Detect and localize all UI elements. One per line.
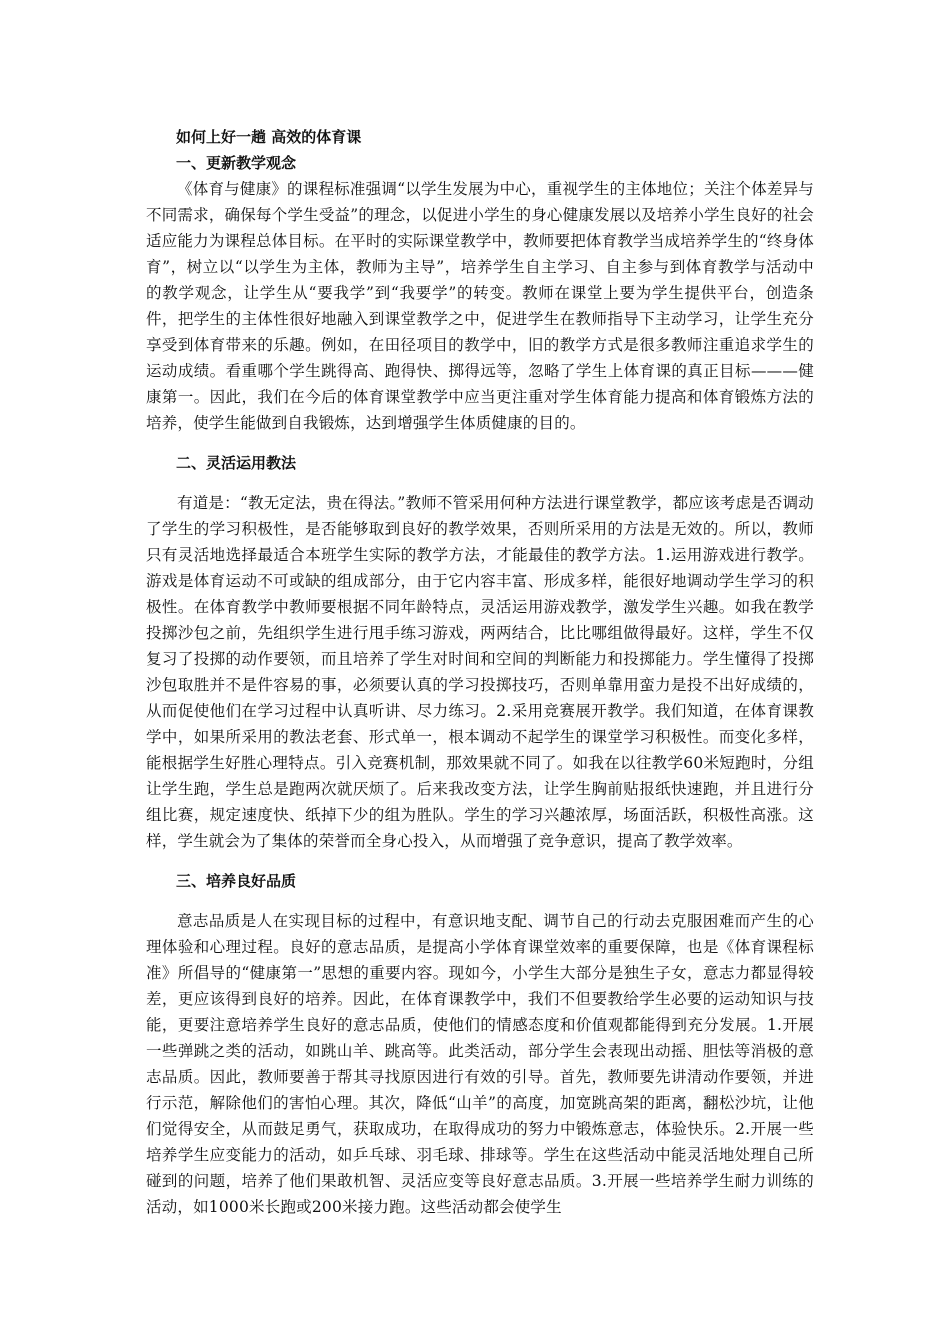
document-title: 如何上好一趟 高效的体育课	[176, 128, 362, 146]
section-heading-2: 二、灵活运用教法	[176, 454, 297, 472]
section-heading-3: 三、培养良好品质	[176, 872, 297, 890]
section-heading-1: 一、更新教学观念	[176, 154, 297, 172]
section-paragraph-2: 有道是：“教无定法，贵在得法。”教师不管采用何种方法进行课堂教学，都应该考虑是否调动了学生的学习积极性，是否能够取到良好的教学效果，否则所采用的方法是无效的。所以，教师只有灵活地选择最适合本班学生实际的教学方法，才能最佳的教学方法。1.运用游戏进行教学。游戏是体育运动不可或缺的组成部分，由于它内容丰富、形成多样，能很好地调动学生学习的积极性。在体育教学中教师要根据不同年龄特点，灵活运用游戏教学，激发学生兴趣。如我在教学投掷沙包之前，先组织学生进行甩手练习游戏，两两结合，比比哪组做得最好。这样，学生不仅复习了投掷的动作要领，而且培养了学生对时间和空间的判断能力和投掷能力。学生懂得了投掷沙包取胜并不是件容易的事，必须要认真的学习投掷技巧，否则单靠用蛮力是投不出好成绩的，从而促使他们在学习过程中认真听讲、尽力练习。2.采用竞赛展开教学。我们知道，在体育课教学中，如果所采用的教法老套、形式单一，根本调动不起学生的课堂学习积极性。而变化多样，能根据学生好胜心理特点。引入竞赛机制，那效果就不同了。如我在以往教学60米短跑时，分组让学生跑，学生总是跑两次就厌烦了。后来我改变方法，让学生胸前贴报纸快速跑，并且进行分组比赛，规定速度快、纸掉下少的组为胜队。学生的学习兴趣浓厚，场面活跃，积极性高涨。这样，学生就会为了集体的荣誉而全身心投入，从而增强了竞争意识，提高了教学效率。	[146, 494, 814, 850]
section-paragraph-3: 意志品质是人在实现目标的过程中，有意识地支配、调节自己的行动去克服困难而产生的心理体验和心理过程。良好的意志品质，是提高小学体育课堂效率的重要保障，也是《体育课程标准》所倡导的“健康第一”思想的重要内容。现如今，小学生大部分是独生子女，意志力都显得较差，更应该得到良好的培养。因此，在体育课教学中，我们不但要教给学生必要的运动知识与技能，更要注意培养学生良好的意志品质，使他们的情感态度和价值观都能得到充分发展。1.开展一些弹跳之类的活动，如跳山羊、跳高等。此类活动，部分学生会表现出动摇、胆怯等消极的意志品质。因此，教师要善于帮其寻找原因进行有效的引导。首先，教师要先讲清动作要领，并进行示范，解除他们的害怕心理。其次，降低“山羊”的高度，加宽跳高架的距离，翻松沙坑，让他们觉得安全，从而鼓足勇气，获取成功，在取得成功的努力中锻炼意志，体验快乐。2.开展一些培养学生应变能力的活动，如乒乓球、羽毛球、排球等。学生在这些活动中能灵活地处理自己所碰到的问题，培养了他们果敢机智、灵活应变等良好意志品质。3.开展一些培养学生耐力训练的活动，如1000米长跑或200米接力跑。这些活动都会使学生	[146, 912, 814, 1216]
section-paragraph-1: 《体育与健康》的课程标准强调“以学生发展为中心，重视学生的主体地位；关注个体差异与不同需求，确保每个学生受益”的理念，以促进小学生的身心健康发展以及培养小学生良好的社会适应能力为课程总体目标。在平时的实际课堂教学中，教师要把体育教学当成培养学生的“终身体育”，树立以“以学生为主体，教师为主导”，培养学生自主学习、自主参与到体育教学与活动中的教学观念，让学生从“要我学”到“我要学”的转变。教师在课堂上要为学生提供平台，创造条件，把学生的主体性很好地融入到课堂教学之中，促进学生在教师指导下主动学习，让学生充分享受到体育带来的乐趣。例如，在田径项目的教学中，旧的教学方式是很多教师注重追求学生的运动成绩。看重哪个学生跳得高、跑得快、掷得远等，忽略了学生上体育课的真正目标———健康第一。因此，我们在今后的体育课堂教学中应当更注重对学生体育能力提高和体育锻炼方法的培养，使学生能做到自我锻炼，达到增强学生体质健康的目的。	[146, 180, 814, 432]
document-body	[146, 124, 814, 1220]
